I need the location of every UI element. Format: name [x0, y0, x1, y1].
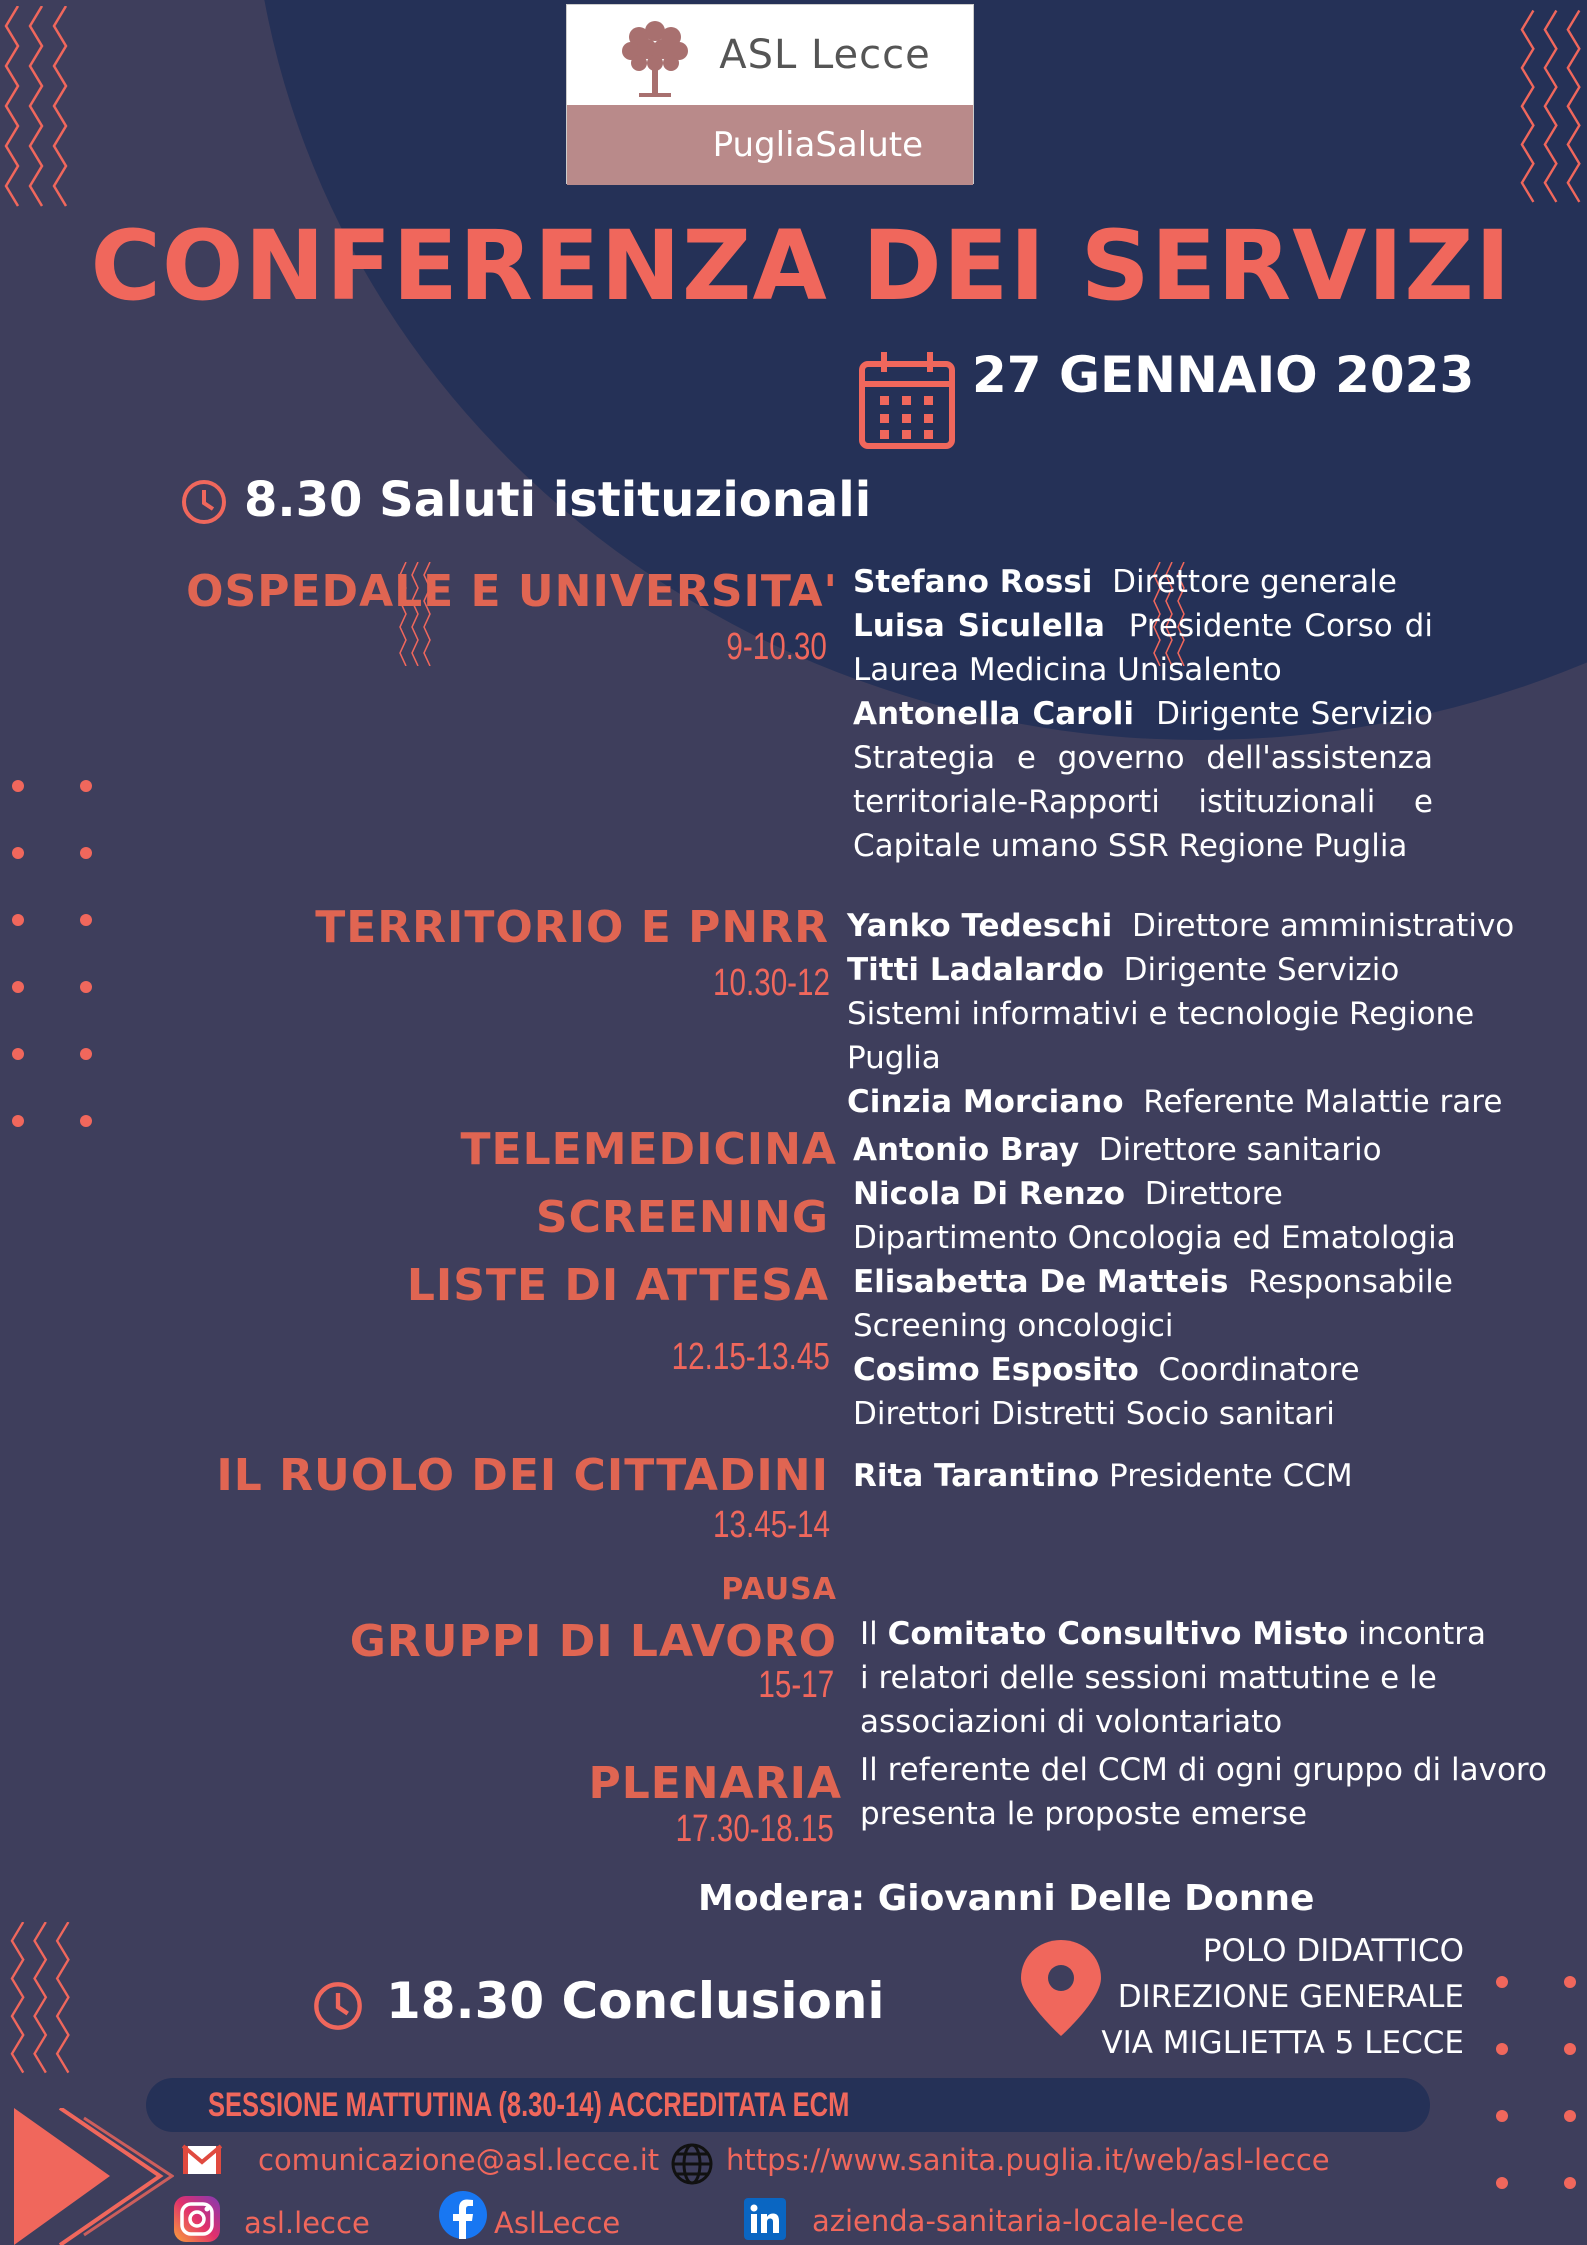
logo-org: ASL Lecce: [719, 32, 931, 78]
facebook-icon: [438, 2190, 488, 2240]
speaker: Titti Ladalardo Dirigente Servizio Sistemi informativi e tecnologie Regione Puglia: [847, 952, 1475, 1076]
section-title-ospedale: OSPEDALE E UNIVERSITA': [186, 566, 838, 617]
section-title-screening: SCREENING: [535, 1192, 829, 1243]
gruppi-description: Il Comitato Consultivo Misto incontra i relatori delle sessioni mattutine e le associazioni di volontariato: [860, 1616, 1486, 1740]
website-link[interactable]: https://www.sanita.puglia.it/web/asl-lecce: [726, 2143, 1330, 2177]
event-date: 27 GENNAIO 2023: [972, 346, 1475, 404]
section-time-gruppi: 15-17: [758, 1664, 834, 1706]
conclusions: 18.30 Conclusioni: [386, 1972, 885, 2030]
dots-decoration-left: [6, 774, 96, 1134]
asl-lecce-logo: [566, 4, 974, 184]
page-title: CONFERENZA DEI SERVIZI: [90, 210, 1512, 322]
clock-icon: [312, 1980, 364, 2032]
opening-greetings: 8.30 Saluti istituzionali: [244, 472, 872, 528]
section-time-telemedicina: 12.15-13.45: [671, 1336, 830, 1378]
speaker: Stefano Rossi Direttore generale: [853, 564, 1397, 600]
speaker: Rita Tarantino Presidente CCM: [853, 1458, 1353, 1494]
venue-address: POLO DIDATTICO DIREZIONE GENERALE VIA MIGLIETTA 5 LECCE: [1101, 1933, 1464, 2061]
zigzag-decoration-top-left: [4, 6, 74, 216]
speakers-ospedale: [853, 560, 1433, 868]
pausa-label: PAUSA: [721, 1572, 837, 1607]
globe-icon: [670, 2142, 714, 2186]
logo-sub: PugliaSalute: [712, 125, 923, 165]
speaker: Luisa Siculella Presidente Corso di Laurea Medicina Unisalento: [853, 608, 1433, 688]
moderator: Modera: Giovanni Delle Donne: [698, 1878, 1315, 1919]
instagram-icon: [172, 2194, 222, 2244]
speakers-territorio: [847, 904, 1527, 1124]
speaker: Cinzia Morciano Referente Malattie rare: [847, 1084, 1503, 1120]
speaker: Elisabetta De Matteis Responsabile Screening oncologici: [853, 1264, 1453, 1344]
clock-icon: [180, 478, 228, 526]
facebook-link[interactable]: AslLecce: [494, 2206, 621, 2240]
speaker: Antonio Bray Direttore sanitario: [853, 1132, 1382, 1168]
section-time-plenaria: 17.30-18.15: [675, 1808, 834, 1850]
plenaria-description: Il referente del CCM di ogni gruppo di lavoro presenta le proposte emerse: [860, 1752, 1547, 1832]
section-time-ospedale: 9-10.30: [726, 626, 827, 668]
location-pin-icon: [1018, 1938, 1104, 2038]
ecm-banner: [146, 2078, 1430, 2132]
speaker: Cosimo Esposito Coordinatore Direttori Distretti Socio sanitari: [853, 1352, 1360, 1432]
speaker: Yanko Tedeschi Direttore amministrativo: [847, 908, 1515, 944]
section-title-territorio: TERRITORIO E PNRR: [315, 902, 829, 953]
speakers-cittadini: [853, 1454, 1493, 1498]
section-title-gruppi: GRUPPI DI LAVORO: [349, 1616, 837, 1667]
section-title-cittadini: IL RUOLO DEI CITTADINI: [216, 1450, 829, 1501]
instagram-link[interactable]: asl.lecce: [244, 2206, 370, 2240]
speaker: Antonella Caroli Dirigente Servizio Strategia e governo dell'assistenza territoriale-Rapporti istituzionali e Capitale umano SSR Regione Puglia: [853, 696, 1433, 864]
zigzag-decoration-bottom-left: [10, 1922, 76, 2082]
speaker: Nicola Di Renzo Direttore Dipartimento Oncologia ed Ematologia: [853, 1176, 1456, 1256]
speakers-telemedicina: [853, 1128, 1493, 1436]
ecm-banner-text: SESSIONE MATTUTINA (8.30-14) ACCREDITATA ECM: [208, 2086, 850, 2124]
dots-decoration-right: [1490, 1970, 1587, 2200]
email-link[interactable]: comunicazione@asl.lecce.it: [258, 2143, 660, 2177]
tree-icon: [609, 9, 701, 101]
linkedin-icon: [744, 2198, 786, 2240]
section-title-liste: LISTE DI ATTESA: [406, 1260, 829, 1311]
mail-icon: [182, 2144, 222, 2176]
section-title-plenaria: PLENARIA: [588, 1758, 842, 1809]
calendar-icon: [858, 350, 956, 450]
linkedin-link[interactable]: azienda-sanitaria-locale-lecce: [812, 2204, 1245, 2238]
zigzag-decoration-top-right: [1520, 6, 1587, 216]
section-title-telemedicina: TELEMEDICINA: [460, 1124, 837, 1175]
section-time-cittadini: 13.45-14: [712, 1504, 830, 1546]
section-time-territorio: 10.30-12: [712, 962, 830, 1004]
play-arrow-decoration: [14, 2108, 174, 2245]
